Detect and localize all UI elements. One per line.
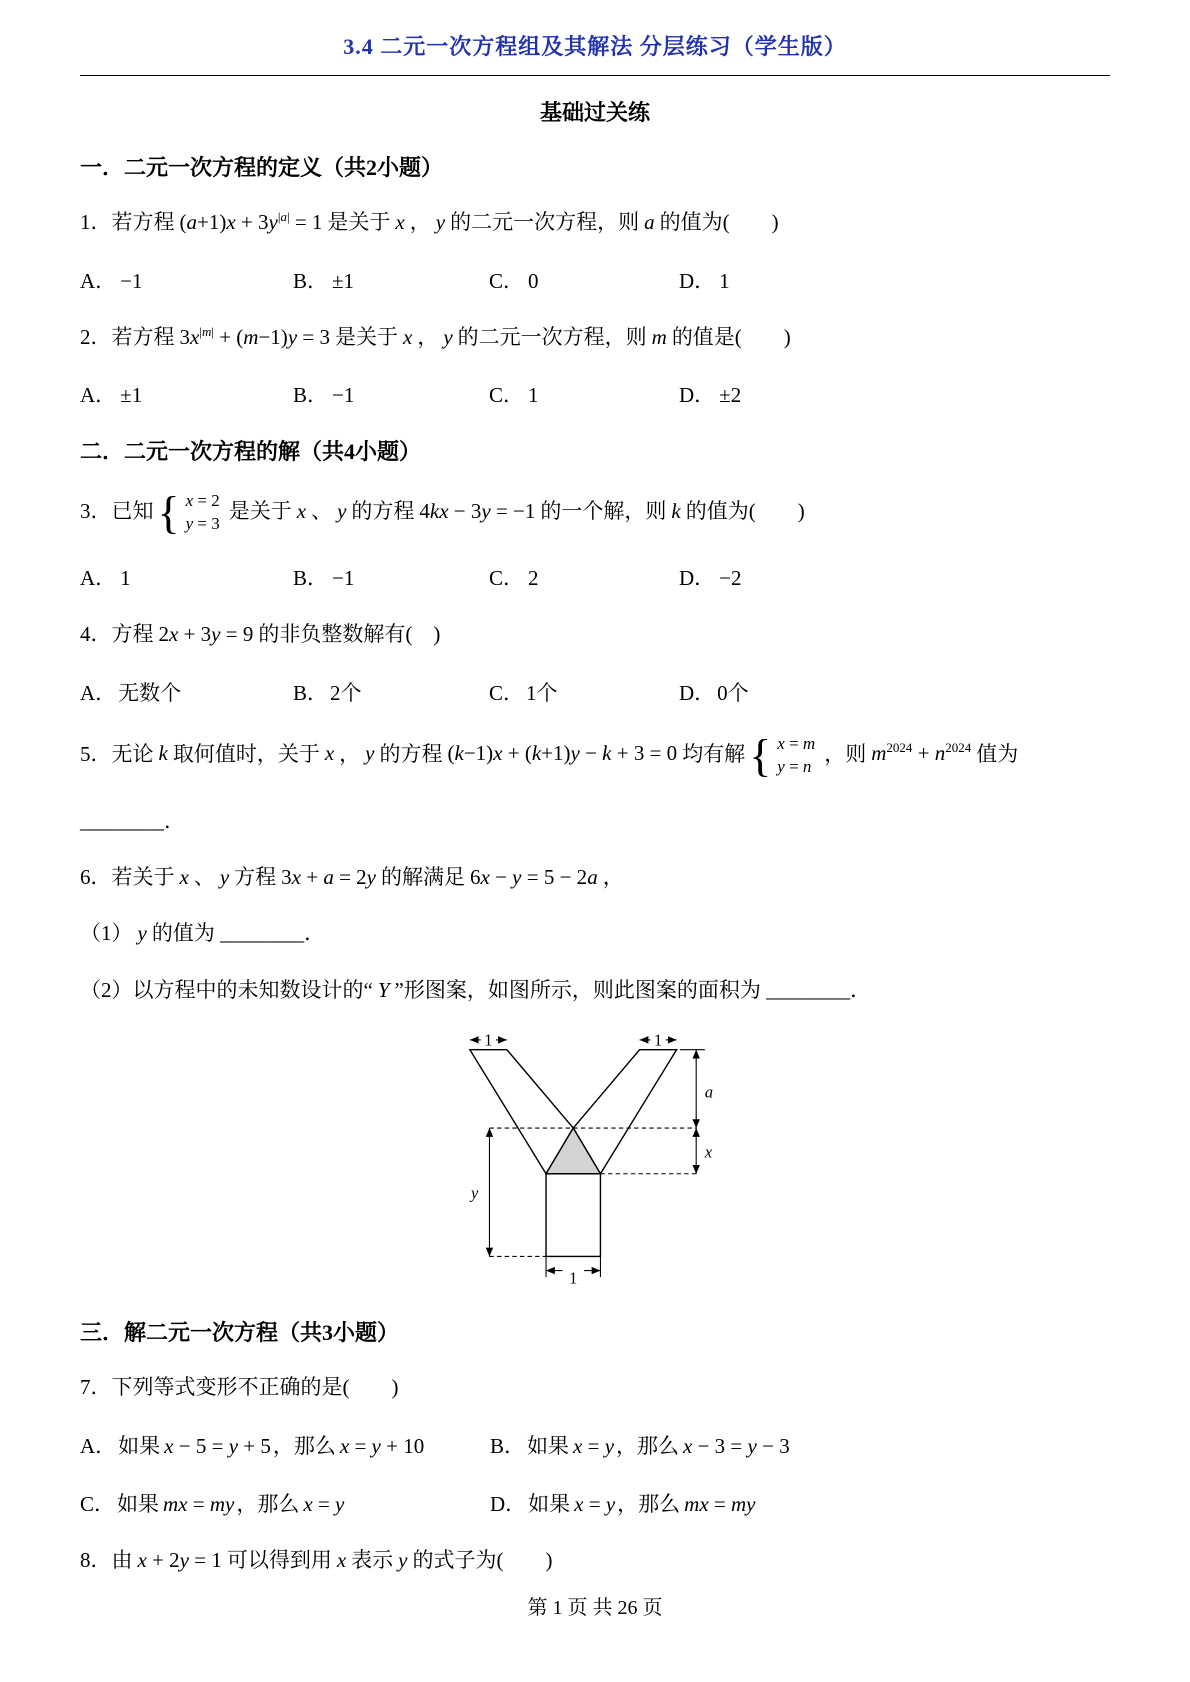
- option-d: [679, 677, 1110, 707]
- text-run: 1．若方程: [80, 210, 175, 234]
- text-run: 可以得到用: [226, 1547, 332, 1572]
- option-value: ±2: [719, 383, 742, 408]
- option-value: 1: [120, 566, 131, 591]
- option-value: −2: [719, 566, 742, 591]
- text-run: ，: [602, 864, 624, 889]
- question-6-part-2: [80, 974, 1110, 1007]
- option-b: [293, 379, 489, 409]
- option-d: [490, 1488, 1110, 1518]
- text-run: 3．已知: [80, 498, 154, 523]
- text-run: ，: [409, 210, 431, 234]
- text-run: 的式子为( ): [412, 1547, 553, 1572]
- text-run: ，那么: [616, 1433, 680, 1458]
- math-run: $3x^{|m|} + (m-1)y = 3$: [179, 323, 330, 349]
- text-run: 值为: [976, 741, 1019, 766]
- option-value: 2: [528, 566, 539, 591]
- math-run: m: [651, 324, 667, 349]
- system-line-2: y = 3: [185, 514, 220, 534]
- dashed-guides: [489, 1128, 696, 1256]
- math-run: $m^{2024} + n^{2024}$: [871, 740, 972, 766]
- text-run: ，那么: [617, 1491, 681, 1516]
- math-run: x = y: [574, 1491, 616, 1516]
- option-a: [80, 1430, 490, 1460]
- math-run: y: [219, 864, 230, 889]
- text-run: ，则: [824, 741, 867, 766]
- text-run: ，那么: [272, 1433, 336, 1458]
- math-run: x − 5 = y + 5: [164, 1433, 271, 1458]
- dim-label-top-right: 1: [654, 1030, 663, 1050]
- y-figure-svg: [459, 1030, 731, 1287]
- text-run: 的非负整数解有( ): [258, 622, 441, 647]
- option-label: C．: [489, 680, 525, 705]
- math-run: x = y: [303, 1491, 345, 1516]
- footer-page-number: 第 1 页 共 26 页: [527, 1597, 663, 1619]
- dim-label-x: x: [704, 1142, 713, 1162]
- option-d: [679, 379, 1110, 409]
- option-c: [489, 265, 679, 295]
- text-run: 8．由: [80, 1547, 133, 1572]
- option-label: A．: [80, 680, 117, 705]
- math-run: x: [324, 741, 335, 766]
- math-run: x = y: [573, 1433, 615, 1458]
- question-3: [80, 487, 1110, 539]
- text-run: 、: [311, 498, 333, 523]
- math-run: x: [179, 864, 189, 889]
- text-run: （1）: [80, 921, 133, 946]
- y-figure: [80, 1030, 1110, 1292]
- option-label: B．: [293, 566, 329, 591]
- math-run: mx = my: [684, 1491, 756, 1516]
- section-2-heading: 二．二元一次方程的解（共4小题）: [80, 439, 422, 465]
- text-run: 表示: [351, 1547, 394, 1572]
- option-label: B．: [293, 383, 329, 408]
- text-run: 4．方程: [80, 622, 154, 647]
- dim-label-a: a: [704, 1082, 714, 1102]
- question-7-options: [80, 1430, 1110, 1518]
- text-run: 如果: [527, 1433, 570, 1458]
- math-run: 2x + 3y = 9: [158, 622, 254, 647]
- question-6-part-1: [80, 917, 1110, 950]
- title-divider: [80, 75, 1110, 76]
- option-a: [80, 379, 293, 409]
- text-run: ”形图案，如图所示，则此图案的面积为 ________．: [394, 977, 872, 1002]
- option-label: D．: [679, 383, 716, 408]
- math-run: x: [395, 210, 405, 234]
- math-run: x − 3 = y − 3: [683, 1433, 790, 1458]
- math-run: $(a+1)x + 3y^{|a|} = 1$: [179, 209, 323, 234]
- text-run: 的值为( ): [685, 498, 805, 523]
- option-label: D．: [490, 1491, 527, 1516]
- text-run: 、: [193, 864, 215, 889]
- question-8: [80, 1544, 1110, 1577]
- math-run: x: [296, 498, 307, 523]
- option-value: 2个: [330, 680, 362, 705]
- option-value: 0: [528, 268, 539, 293]
- text-run: 方程: [234, 864, 277, 889]
- text-run: 是关于: [327, 210, 391, 234]
- math-run: y: [365, 741, 375, 766]
- option-label: A．: [80, 1433, 117, 1458]
- section-3-heading: 三．解二元一次方程（共3小题）: [80, 1320, 400, 1346]
- text-run: 的二元一次方程，则: [450, 210, 640, 234]
- option-d: [679, 265, 1110, 295]
- option-c: [80, 1488, 490, 1518]
- brace-icon: {: [749, 729, 772, 781]
- option-label: D．: [679, 268, 716, 293]
- system-line-2: y = n: [777, 756, 812, 776]
- option-a: [80, 265, 293, 295]
- text-run: 取何值时，关于: [172, 741, 320, 766]
- math-run: k: [671, 498, 681, 523]
- option-c: [489, 379, 679, 409]
- math-run: x + 2y = 1: [137, 1547, 222, 1572]
- option-label: C．: [489, 566, 525, 591]
- option-a: [80, 677, 293, 707]
- option-label: D．: [679, 680, 716, 705]
- text-run: 的值是( ): [671, 324, 791, 349]
- text-run: 的一个解，则: [540, 498, 667, 523]
- option-value: ±1: [120, 383, 143, 408]
- option-value: ±1: [332, 268, 355, 293]
- math-run: a: [644, 210, 655, 234]
- text-run: 5．无论: [80, 741, 154, 766]
- system-line-1: x = m: [777, 733, 816, 753]
- text-run: 是关于: [228, 498, 292, 523]
- option-value: −1: [120, 268, 143, 293]
- text-run: 如果: [117, 1491, 160, 1516]
- option-label: A．: [80, 268, 117, 293]
- math-run: 3x + a = 2y: [281, 864, 376, 889]
- text-run: 的方程: [351, 498, 415, 523]
- question-2-options: [80, 379, 1110, 409]
- dim-label-bottom: 1: [569, 1268, 578, 1288]
- text-run: 的值为 ________．: [151, 921, 326, 946]
- question-3-options: [80, 562, 1110, 592]
- text-run: ，那么: [236, 1491, 300, 1516]
- math-run: y: [443, 324, 453, 349]
- option-value: 无数个: [118, 680, 182, 705]
- equation-system: [157, 487, 225, 539]
- text-run: 的二元一次方程，则: [457, 324, 647, 349]
- brace-icon: {: [157, 487, 180, 539]
- equation-system: [749, 729, 820, 781]
- text-run: 是关于: [334, 324, 398, 349]
- question-1: [80, 206, 1110, 239]
- text-run: 如果: [118, 1433, 161, 1458]
- dim-label-y: y: [470, 1184, 479, 1204]
- text-run: 的值为( ): [659, 210, 779, 234]
- math-run: y: [137, 921, 147, 946]
- question-4: [80, 618, 1110, 651]
- dim-label-top-left: 1: [484, 1030, 493, 1050]
- text-run: ，: [417, 324, 439, 349]
- option-label: C．: [80, 1491, 116, 1516]
- math-run: (k−1)x + (k+1)y − k + 3 = 0: [447, 741, 678, 766]
- math-run: x: [402, 324, 413, 349]
- text-run: 2．若方程: [80, 324, 175, 349]
- text-run: 如果: [528, 1491, 571, 1516]
- option-b: [293, 562, 489, 592]
- option-label: C．: [489, 268, 525, 293]
- text-run: 6．若关于: [80, 864, 175, 889]
- math-run: y: [337, 498, 347, 523]
- math-run: mx = my: [163, 1491, 235, 1516]
- text-run: ，: [339, 741, 361, 766]
- option-b: [293, 677, 489, 707]
- math-run: y: [435, 210, 446, 234]
- option-b: [490, 1430, 1110, 1460]
- option-c: [489, 677, 679, 707]
- option-a: [80, 562, 293, 592]
- question-1-options: [80, 265, 1110, 295]
- section-banner: 基础过关练: [539, 100, 650, 125]
- option-value: 0个: [717, 680, 749, 705]
- question-2: [80, 321, 1110, 354]
- question-6: [80, 861, 1110, 894]
- text-run: （2）以方程中的未知数设计的“: [80, 977, 373, 1002]
- system-line-1: x = 2: [185, 491, 220, 511]
- question-5: [80, 729, 1110, 781]
- doc-title: 3.4 二元一次方程组及其解法 分层练习（学生版）: [343, 34, 847, 59]
- section-1-heading: 一．二元一次方程的定义（共2小题）: [80, 155, 444, 180]
- option-label: D．: [679, 566, 716, 591]
- math-run: x = y + 10: [339, 1433, 425, 1458]
- option-d: [679, 562, 1110, 592]
- option-value: −1: [332, 383, 355, 408]
- math-run: x: [336, 1547, 347, 1572]
- option-label: A．: [80, 566, 117, 591]
- option-b: [293, 265, 489, 295]
- option-value: 1个: [526, 680, 558, 705]
- text-run: 的方程: [379, 741, 443, 766]
- option-value: −1: [332, 566, 355, 591]
- stem-rect: [546, 1174, 600, 1257]
- question-4-options: [80, 677, 1110, 707]
- math-run: y: [398, 1547, 408, 1572]
- math-run: k: [158, 741, 168, 766]
- question-5-answer-blank: ________．: [80, 808, 185, 833]
- math-run: 4kx − 3y = −1: [419, 498, 536, 523]
- option-value: 1: [528, 383, 539, 408]
- option-label: B．: [293, 680, 329, 705]
- option-c: [489, 562, 679, 592]
- option-value: 1: [719, 268, 730, 293]
- option-label: B．: [293, 268, 329, 293]
- option-label: C．: [489, 383, 525, 408]
- text-run: 均有解: [682, 741, 746, 766]
- option-label: A．: [80, 383, 117, 408]
- math-run: Y: [377, 977, 390, 1002]
- math-run: 6x − y = 5 − 2a: [470, 864, 598, 889]
- question-7: 7．下列等式变形不正确的是( ): [80, 1375, 399, 1400]
- text-run: 的解满足: [381, 864, 465, 889]
- y-shape: [470, 1050, 677, 1257]
- shaded-triangle: [546, 1128, 600, 1174]
- option-label: B．: [490, 1433, 526, 1458]
